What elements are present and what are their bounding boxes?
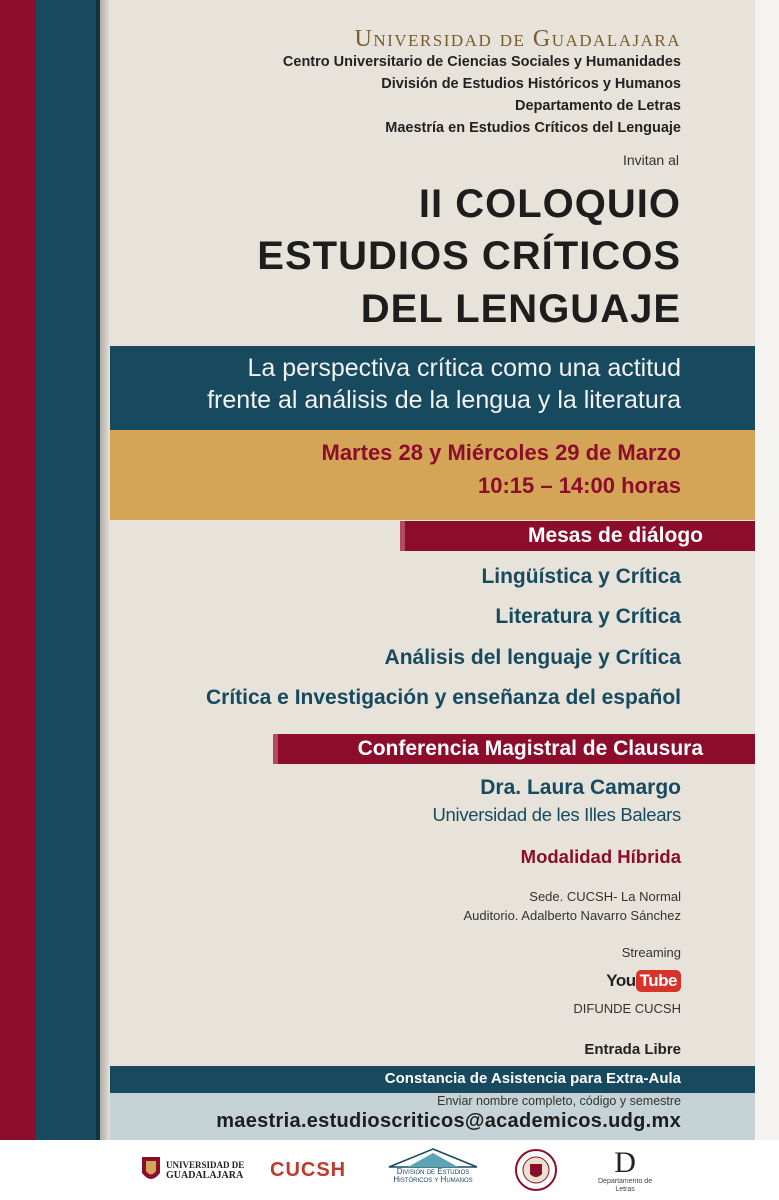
venue-auditorium: Auditorio. Adalberto Navarro Sánchez bbox=[463, 908, 681, 923]
speaker-name: Dra. Laura Camargo bbox=[480, 776, 681, 799]
mesa-item: Análisis del lenguaje y Crítica bbox=[384, 646, 681, 669]
conferencia-heading: Conferencia Magistral de Clausura bbox=[357, 737, 703, 760]
speaker-affiliation: Universidad de les Illes Balears bbox=[432, 804, 681, 825]
event-dates: Martes 28 y Miércoles 29 de Marzo bbox=[321, 440, 681, 465]
youtube-logo-you: You bbox=[606, 971, 636, 990]
free-entry-label: Entrada Libre bbox=[584, 1041, 681, 1058]
division-logo-line2: Históricos y Humanos bbox=[393, 1175, 473, 1184]
decorative-band-teal bbox=[36, 0, 100, 1140]
constancia-instructions: Enviar nombre completo, código y semestre bbox=[437, 1094, 681, 1108]
right-margin bbox=[755, 0, 779, 1140]
institution-line: División de Estudios Históricos y Humanos bbox=[381, 76, 681, 92]
division-logo-line1: División de Estudios bbox=[396, 1167, 470, 1176]
division-pyramid-icon bbox=[388, 1148, 478, 1168]
letras-logo-d-icon: D bbox=[614, 1146, 636, 1179]
constancia-title: Constancia de Asistencia para Extra-Aula bbox=[384, 1070, 681, 1087]
event-hours: 10:15 – 14:00 horas bbox=[477, 473, 681, 498]
decorative-band-shadow bbox=[96, 0, 110, 1140]
institution-line: Centro Universitario de Ciencias Sociales y Humanidades bbox=[282, 54, 681, 70]
institution-line: Departamento de Letras bbox=[515, 98, 681, 114]
udg-logo-line2: GUADALAJARA bbox=[166, 1169, 244, 1181]
udg-logo-line1: UNIVERSIDAD DE bbox=[166, 1159, 245, 1170]
subtitle-line: La perspectiva crítica como una actitud bbox=[247, 354, 681, 382]
youtube-logo-tube: Tube bbox=[636, 970, 681, 992]
cucsh-logo-text: CUCSH bbox=[270, 1158, 347, 1181]
youtube-logo[interactable] bbox=[606, 970, 681, 994]
mesa-item: Literatura y Crítica bbox=[495, 605, 681, 628]
contact-email-link[interactable]: maestria.estudioscriticos@academicos.udg.mx bbox=[216, 1110, 681, 1132]
letras-logo-line2: Letras bbox=[615, 1186, 635, 1193]
subtitle-line: frente al análisis de la lengua y la literatura bbox=[207, 386, 681, 414]
university-name: Universidad de Guadalajara bbox=[354, 26, 681, 52]
event-title-line: ESTUDIOS CRÍTICOS bbox=[257, 234, 681, 278]
event-title-line: II COLOQUIO bbox=[418, 182, 681, 226]
seal-logo bbox=[514, 1148, 558, 1192]
venue-sede: Sede. CUCSH- La Normal bbox=[529, 889, 681, 904]
udg-logo bbox=[140, 1148, 244, 1192]
invitation-text: Invitan al bbox=[622, 152, 679, 168]
letras-logo-line1: Departamento de bbox=[598, 1178, 653, 1185]
cucsh-logo bbox=[270, 1148, 346, 1192]
mesa-item: Crítica e Investigación y enseñanza del español bbox=[205, 686, 681, 709]
institution-line: Maestría en Estudios Críticos del Lenguaje bbox=[385, 120, 681, 136]
division-logo bbox=[388, 1148, 478, 1192]
streaming-channel: DIFUNDE CUCSH bbox=[573, 1001, 681, 1016]
letras-logo bbox=[598, 1148, 652, 1192]
mesas-heading: Mesas de diálogo bbox=[527, 524, 703, 547]
event-title-line: DEL LENGUAJE bbox=[360, 287, 681, 331]
seal-icon bbox=[514, 1148, 558, 1192]
mesa-item: Lingüística y Crítica bbox=[481, 565, 681, 588]
streaming-label: Streaming bbox=[621, 945, 681, 960]
udg-crest-icon bbox=[140, 1155, 162, 1185]
modality-label: Modalidad Híbrida bbox=[520, 846, 681, 867]
